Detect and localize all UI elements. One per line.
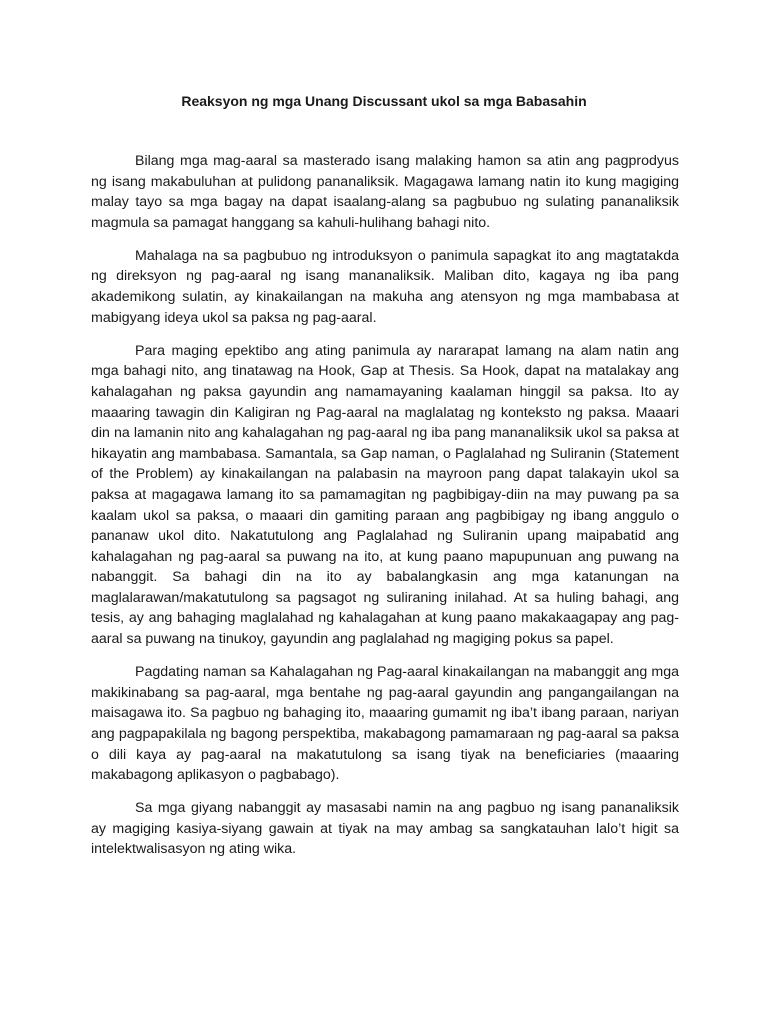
document-body	[91, 151, 679, 873]
paragraph-kahalagahan: Pagdating naman sa Kahalagahan ng Pag-aaral kinakailangan na mabanggit ang mga makikinabang sa pag-aaral, mga bentahe ng pag-aaral gayundin ang pangangailangan na maisagawa ito. Sa pagbuo ng bahaging ito, maaaring gumamit ng iba’t ibang paraan, nariyan ang pagpapakilala ng bagong perspektiba, makabagong pamamaraan ng pag-aaral sa paksa o dili kaya ay pag-aaral na makatutulong sa isang tiyak na beneficiaries (maaaring makabagong aplikasyon o pagbabago).	[91, 664, 679, 784]
paragraph-panimula: Mahalaga na sa pagbubuo ng introduksyon o panimula sapagkat ito ang magtatakda ng direksyon ng pag-aaral ng isang mananaliksik. Maliban dito, kagaya ng iba pang akademikong sulatin, ay kinakailangan na makuha ang atensyon ng mga mambabasa at mabigyang ideya ukol sa paksa ng pag-aaral.	[91, 247, 679, 326]
paragraph-hook-gap-thesis: Para maging epektibo ang ating panimula ay nararapat lamang na alam natin ang mga bahagi nito, ang tinatawag na Hook, Gap at Thesis. Sa Hook, dapat na matalakay ang kahalagahan ng paksa gayundin ang namamayaning kaalaman hinggil sa paksa. Ito ay maaaring tawagin din Kaligiran ng Pag-aaral na maglalatag ng konteksto ng paksa. Maaari din na lamanin nito ang kahalagahan ng pag-aaral ng iba pang mananaliksik ukol sa paksa at hikayatin ang mambabasa. Samantala, sa Gap naman, o Paglalahad ng Suliranin (Statement of the Problem) ay kinakailangan na palabasin na mayroon pang dapat talakayin ukol sa paksa at magagawa lamang ito sa pamamagitan ng pagbibigay-diin na may puwang pa sa kaalam ukol sa paksa, o maaari din gamiting paraan ang pagbibigay ng ibang anggulo o pananaw ukol dito. Nakatutulong ang Paglalahad ng Suliranin upang maipabatid ang kahalagahan ng pag-aaral sa puwang na ito, at kung paano mapupunuan ang puwang na nabanggit. Sa bahagi din na ito ay babalangkasin ang mga katanungan na maglalarawan/makatutulong sa pagsagot ng suliraning inilahad. At sa huling bahagi, ang tesis, ay ang bahaging maglalahad ng kahalagahan at kung paano makakaagapay ang pag-aaral sa puwang na tinukoy, gayundin ang paglalahad ng magiging pokus sa papel.	[91, 342, 679, 648]
paragraph-conclusion: Sa mga giyang nabanggit ay masasabi namin na ang pagbuo ng isang pananaliksik ay magiging kasiya-siyang gawain at tiyak na may ambag sa sangkatauhan lalo’t higit sa intelektwalisasyon ng ating wika.	[91, 800, 679, 858]
paragraph-intro: Bilang mga mag-aaral sa masterado isang malaking hamon sa atin ang pagprodyus ng isang makabuluhan at pulidong pananaliksik. Magagawa lamang natin ito kung magiging malay tayo sa mga bagay na dapat isaalang-alang sa pagbubuo ng sulating pananaliksik magmula sa pamagat hanggang sa kahuli-hulihang bahagi nito.	[91, 153, 679, 231]
document-title: Reaksyon ng mga Unang Discussant ukol sa mga Babasahin	[181, 93, 587, 109]
